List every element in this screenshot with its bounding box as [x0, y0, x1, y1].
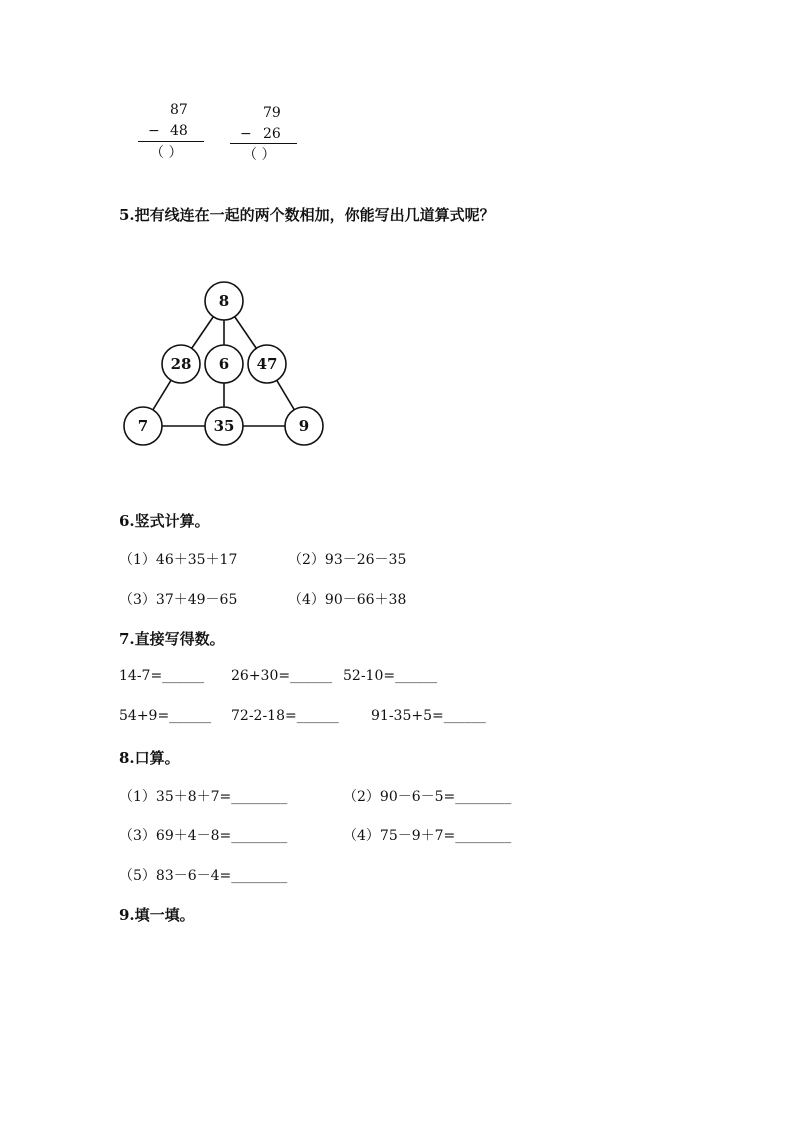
answer-blank[interactable]: （ ）	[150, 145, 183, 161]
q8-item-5[interactable]: （5）83－6－4=________	[119, 868, 288, 884]
q7-item-6[interactable]: 91-35+5=______	[371, 708, 486, 724]
q8-item-4[interactable]: （4）75－9＋7=________	[343, 828, 512, 844]
q8-item-2[interactable]: （2）90－6－5=________	[343, 789, 512, 805]
q6-item-1: （1）46＋35＋17	[119, 552, 238, 568]
node-label-bottom-right: 9	[298, 417, 310, 435]
node-label-top: 8	[218, 292, 230, 310]
node-label-left-mid: 28	[170, 355, 192, 373]
question-5-title: 5.把有线连在一起的两个数相加，你能写出几道算式呢？	[119, 206, 495, 224]
answer-blank[interactable]: （ ）	[243, 147, 276, 163]
q6-item-3: （3）37＋49－65	[119, 592, 238, 608]
q7-item-3[interactable]: 52-10=______	[343, 668, 438, 684]
question-8-title: 8.口算。	[119, 749, 180, 767]
node-label-center: 6	[218, 355, 230, 373]
q7-item-4[interactable]: 54+9=______	[119, 708, 212, 724]
question-9-title: 9.填一填。	[119, 906, 195, 924]
minus-sign: −	[240, 126, 252, 142]
q6-item-2: （2）93－26－35	[288, 552, 407, 568]
minus-sign: −	[148, 123, 160, 139]
q7-item-1[interactable]: 14-7=______	[119, 668, 205, 684]
question-7-title: 7.直接写得数。	[119, 630, 225, 648]
q8-item-3[interactable]: （3）69＋4－8=________	[119, 828, 288, 844]
subtrahend: 26	[263, 126, 281, 142]
node-label-right-mid: 47	[256, 355, 278, 373]
node-label-bottom-center: 35	[213, 417, 235, 435]
minuend: 87	[170, 102, 188, 118]
subtrahend: 48	[170, 123, 188, 139]
number-triangle-diagram	[115, 278, 330, 453]
q8-item-1[interactable]: （1）35＋8＋7=________	[119, 789, 288, 805]
q7-item-2[interactable]: 26+30=______	[231, 668, 333, 684]
minuend: 79	[263, 105, 281, 121]
q7-item-5[interactable]: 72-2-18=______	[231, 708, 339, 724]
q6-item-4: （4）90－66＋38	[288, 592, 407, 608]
question-6-title: 6.竖式计算。	[119, 512, 210, 530]
node-label-bottom-left: 7	[137, 417, 149, 435]
